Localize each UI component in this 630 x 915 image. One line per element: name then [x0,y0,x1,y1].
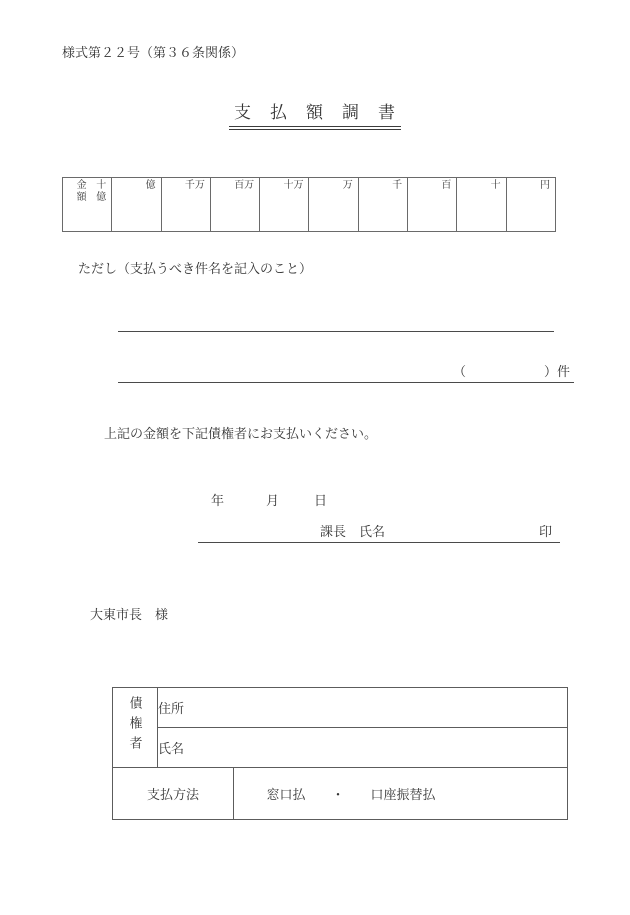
amount-cell-billion[interactable] [112,178,161,232]
amount-cell-ten-million[interactable] [161,178,210,232]
name-label: 氏名 [158,741,185,756]
creditor-table [112,687,568,820]
year-label: 年 [211,493,225,509]
place-value-label: 十億 [96,180,107,203]
place-value-label: 百 [441,180,452,191]
payment-instruction: 上記の金額を下記債権者にお支払いください。 [104,426,378,441]
place-value-label: 千 [392,180,403,191]
seal-label: 印 [538,524,552,539]
payment-method-label-cell [113,768,234,820]
creditor-name-row [113,728,568,768]
address-label: 住所 [158,701,185,716]
creditor-group-cell [113,688,158,768]
signer-label: 課長 氏名 [320,524,386,539]
place-value-label: 万 [342,180,353,191]
amount-cell-ten-billion[interactable] [63,178,112,232]
creditor-group-label: 債権者 [127,695,143,756]
amount-cell-yen[interactable] [506,178,555,232]
payment-method-label: 支払方法 [146,787,199,802]
payment-method-row [113,768,568,820]
amount-label: 金額 [76,180,87,203]
creditor-address-row [113,688,568,728]
place-value-label: 百万 [234,180,255,191]
place-value-label: 十 [490,180,501,191]
place-value-label: 十万 [283,180,304,191]
amount-cell-thousand[interactable] [358,178,407,232]
amount-cell-hundred-thousand[interactable] [260,178,309,232]
fill-line-subject-2[interactable] [118,363,574,383]
page-title: 支 払 額 調 書 [229,103,401,130]
fill-line-subject-1[interactable] [118,312,554,332]
payment-method-options-cell[interactable] [234,768,568,820]
title-row [0,103,630,130]
amount-cell-ten-thousand[interactable] [309,178,358,232]
place-value-label: 億 [145,180,156,191]
proviso-note: ただし（支払うべき件名を記入のこと） [78,261,313,276]
signature-line[interactable] [198,523,560,543]
payment-method-options[interactable]: 窓口払 ・ 口座振替払 [266,787,436,802]
amount-cell-ten[interactable] [457,178,506,232]
amount-cell-million[interactable] [210,178,259,232]
amount-header-row [63,178,556,232]
date-line [198,477,327,526]
place-value-label: 円 [540,180,550,191]
creditor-name-cell[interactable] [158,728,568,768]
amount-cell-hundred[interactable] [408,178,457,232]
place-value-label: 千万 [184,180,205,191]
amount-table [62,177,556,232]
form-number: 様式第２２号（第３６条関係） [62,45,245,60]
count-field[interactable]: （ ）件 [452,364,570,379]
creditor-address-cell[interactable] [158,688,568,728]
day-label: 日 [314,493,328,509]
addressee: 大東市長 様 [90,607,169,622]
month-label: 月 [266,493,280,509]
